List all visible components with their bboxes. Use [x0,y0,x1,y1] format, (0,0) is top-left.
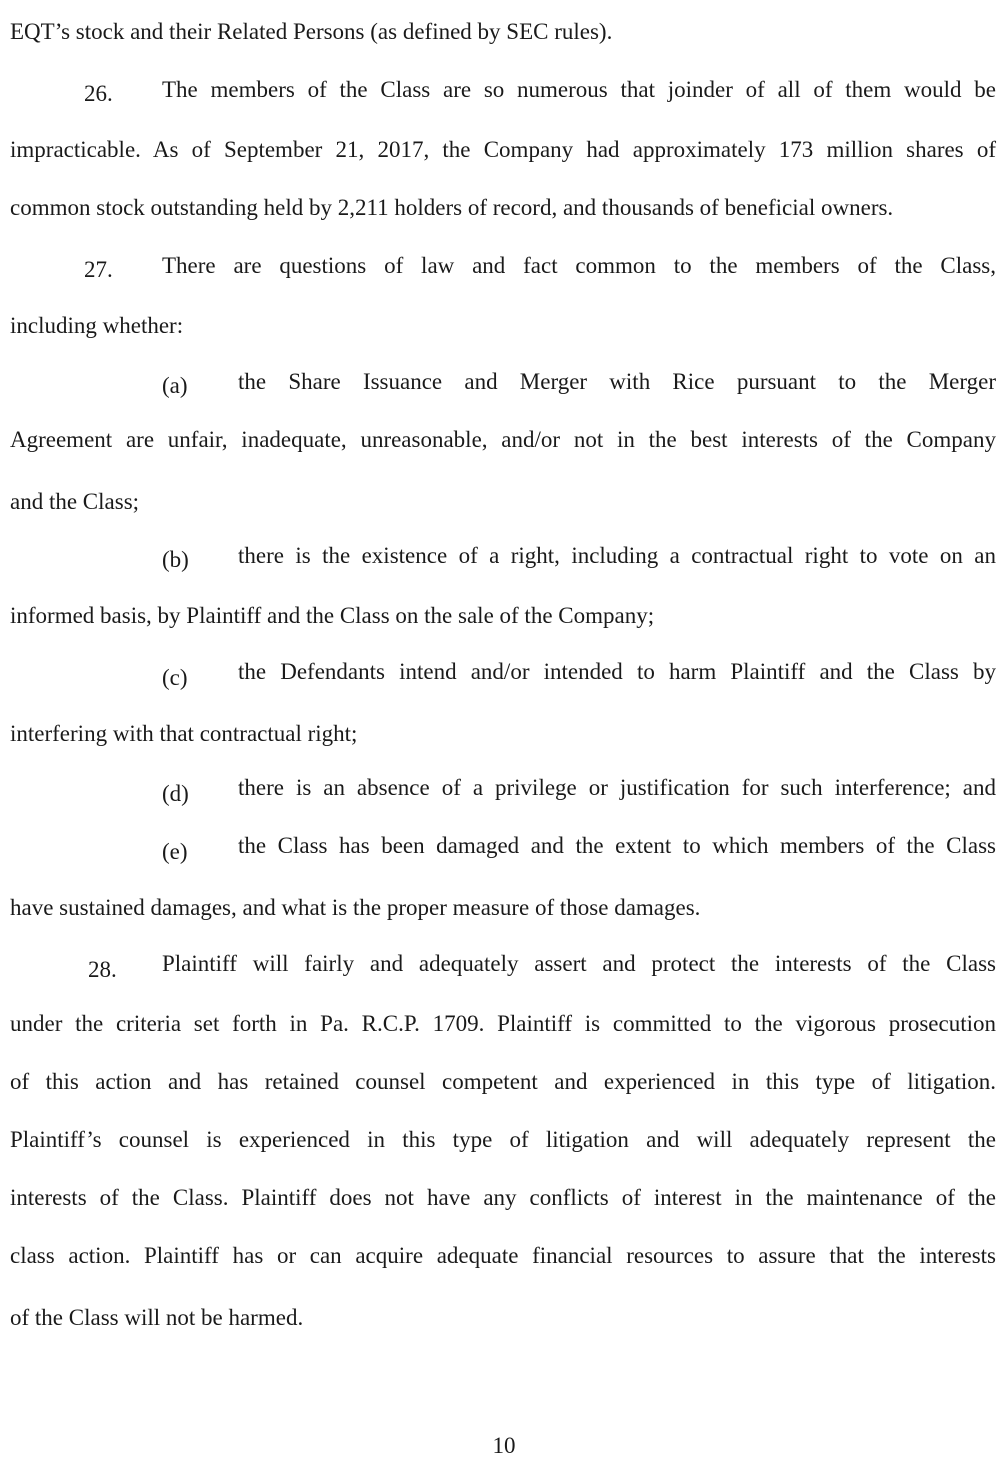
text-line: common stock outstanding held by 2,211 holders of record, and thousands of beneficial owners. [10,195,894,220]
text-line: under the criteria set forth in Pa. R.C.P. 1709. Plaintiff is committed to the vigorous prosecution [10,1011,996,1036]
text-line: of this action and has retained counsel competent and experienced in this type of litigation. [10,1069,996,1094]
text-line: there is the existence of a right, including a contractual right to vote on an [238,543,996,568]
list-item-label: (a) [162,373,188,398]
text-line: of the Class will not be harmed. [10,1305,304,1330]
text-line: interests of the Class. Plaintiff does not have any conflicts of interest in the maintenance of the [10,1185,996,1210]
text-line: the Defendants intend and/or intended to harm Plaintiff and the Class by [238,659,996,684]
text-line: Plaintiff will fairly and adequately assert and protect the interests of the Class [162,951,996,976]
text-line: EQT’s stock and their Related Persons (as defined by SEC rules). [10,19,613,44]
text-line: The members of the Class are so numerous that joinder of all of them would be [162,77,996,102]
page-number: 10 [492,1433,516,1458]
list-item-label: (e) [162,839,188,864]
text-line: Plaintiff’s counsel is experienced in this type of litigation and will adequately represent the [10,1127,996,1152]
text-line: the Class has been damaged and the extent to which members of the Class [238,833,996,858]
text-line: have sustained damages, and what is the proper measure of those damages. [10,895,701,920]
list-item-label: (b) [162,547,189,572]
text-line: including whether: [10,313,184,338]
text-line: there is an absence of a privilege or justification for such interference; and [238,775,996,800]
text-line: Agreement are unfair, inadequate, unreasonable, and/or not in the best interests of the Company [10,427,996,452]
text-line: class action. Plaintiff has or can acquire adequate financial resources to assure that the interests [10,1243,996,1268]
text-line: the Share Issuance and Merger with Rice pursuant to the Merger [238,369,996,394]
text-line: impracticable. As of September 21, 2017, the Company had approximately 173 million shares of [10,137,996,162]
text-line: informed basis, by Plaintiff and the Class on the sale of the Company; [10,603,655,628]
list-item-label: (d) [162,781,189,806]
text-line: There are questions of law and fact common to the members of the Class, [162,253,996,278]
text-line: interfering with that contractual right; [10,721,358,746]
list-item-label: (c) [162,665,188,690]
text-line: and the Class; [10,489,140,514]
paragraph-number: 27. [84,257,113,282]
paragraph-number: 26. [84,81,113,106]
paragraph-number: 28. [88,957,117,982]
